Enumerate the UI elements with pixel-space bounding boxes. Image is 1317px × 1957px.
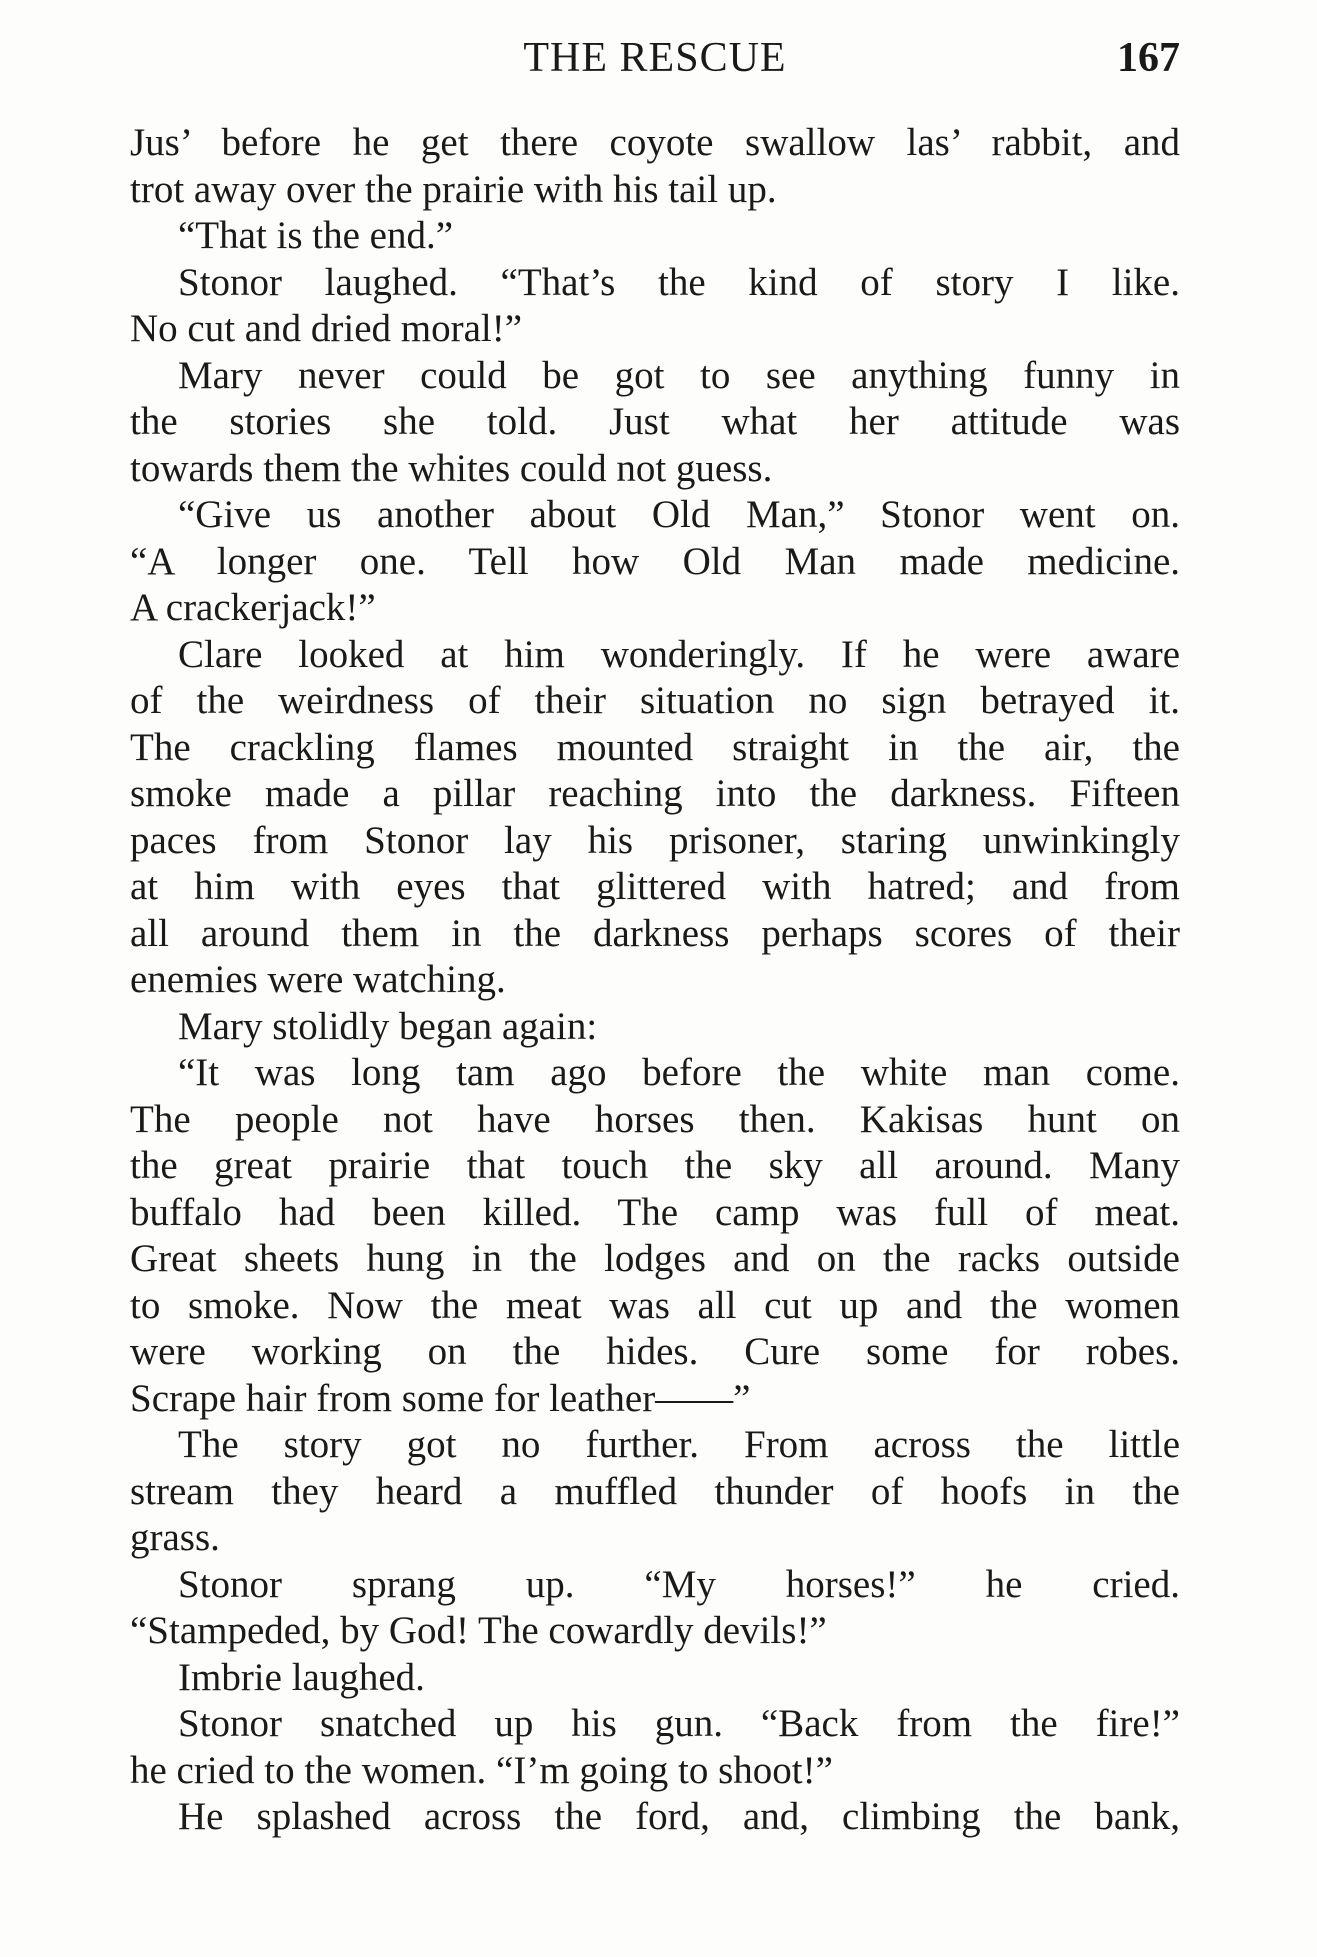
text-line: grass. <box>130 1516 220 1559</box>
text-line: at him with eyes that glittered with hatred; and from <box>130 865 1180 908</box>
text-line: The story got no further. From across the little <box>178 1423 1180 1466</box>
text-line: all around them in the darkness perhaps scores of their <box>130 911 1180 955</box>
text-line: the great prairie that touch the sky all around. Many <box>130 1144 1180 1187</box>
text-line: Mary never could be got to see anything funny in <box>178 353 1180 397</box>
text-line: “Give us another about Old Man,” Stonor went on. <box>178 493 1180 536</box>
text-line: he cried to the women. “I’m going to shoot!” <box>130 1748 833 1792</box>
text-line: “A longer one. Tell how Old Man made medicine. <box>130 539 1180 583</box>
text-line: Clare looked at him wonderingly. If he were aware <box>178 632 1180 676</box>
text-line: smoke made a pillar reaching into the darkness. Fifteen <box>130 772 1180 815</box>
text-line: Imbrie laughed. <box>178 1655 425 1699</box>
text-line: No cut and dried moral!” <box>130 307 523 350</box>
text-line: “That is the end.” <box>178 214 454 257</box>
text-line: Stonor laughed. “That’s the kind of story I like. <box>178 260 1180 304</box>
text-line: Stonor snatched up his gun. “Back from the fire!” <box>178 1702 1180 1745</box>
text-line: He splashed across the ford, and, climbing the bank, <box>178 1795 1180 1838</box>
text-line: “It was long tam ago before the white man come. <box>178 1051 1180 1094</box>
page-header <box>130 34 1180 94</box>
text-line: Mary stolidly began again: <box>178 1004 598 1048</box>
text-line: The people not have horses then. Kakisas hunt on <box>130 1097 1180 1141</box>
text-line: stream they heard a muffled thunder of hoofs in the <box>130 1469 1180 1513</box>
text-line: The crackling flames mounted straight in the air, the <box>130 725 1180 769</box>
text-line: the stories she told. Just what her attitude was <box>130 400 1180 443</box>
text-line: Great sheets hung in the lodges and on the racks outside <box>130 1237 1180 1280</box>
running-title: THE RESCUE <box>523 35 787 81</box>
text-line: Scrape hair from some for leather——” <box>130 1376 751 1420</box>
page-number: 167 <box>1117 35 1180 81</box>
text-line: were working on the hides. Cure some for robes. <box>130 1330 1180 1373</box>
text-line: towards them the whites could not guess. <box>130 446 773 490</box>
body-text <box>130 120 1180 1841</box>
text-line: trot away over the prairie with his tail up. <box>130 167 777 211</box>
text-line: of the weirdness of their situation no sign betrayed it. <box>130 679 1180 722</box>
text-line: paces from Stonor lay his prisoner, staring unwinkingly <box>130 818 1180 862</box>
text-line: buffalo had been killed. The camp was full of meat. <box>130 1190 1180 1234</box>
text-line: “Stampeded, by God! The cowardly devils!” <box>130 1609 827 1652</box>
text-line: to smoke. Now the meat was all cut up and the women <box>130 1283 1180 1327</box>
text-line: Jus’ before he get there coyote swallow las’ rabbit, and <box>130 121 1180 164</box>
text-line: A crackerjack!” <box>130 586 376 629</box>
text-line: enemies were watching. <box>130 958 506 1001</box>
text-line: Stonor sprang up. “My horses!” he cried. <box>178 1562 1180 1606</box>
